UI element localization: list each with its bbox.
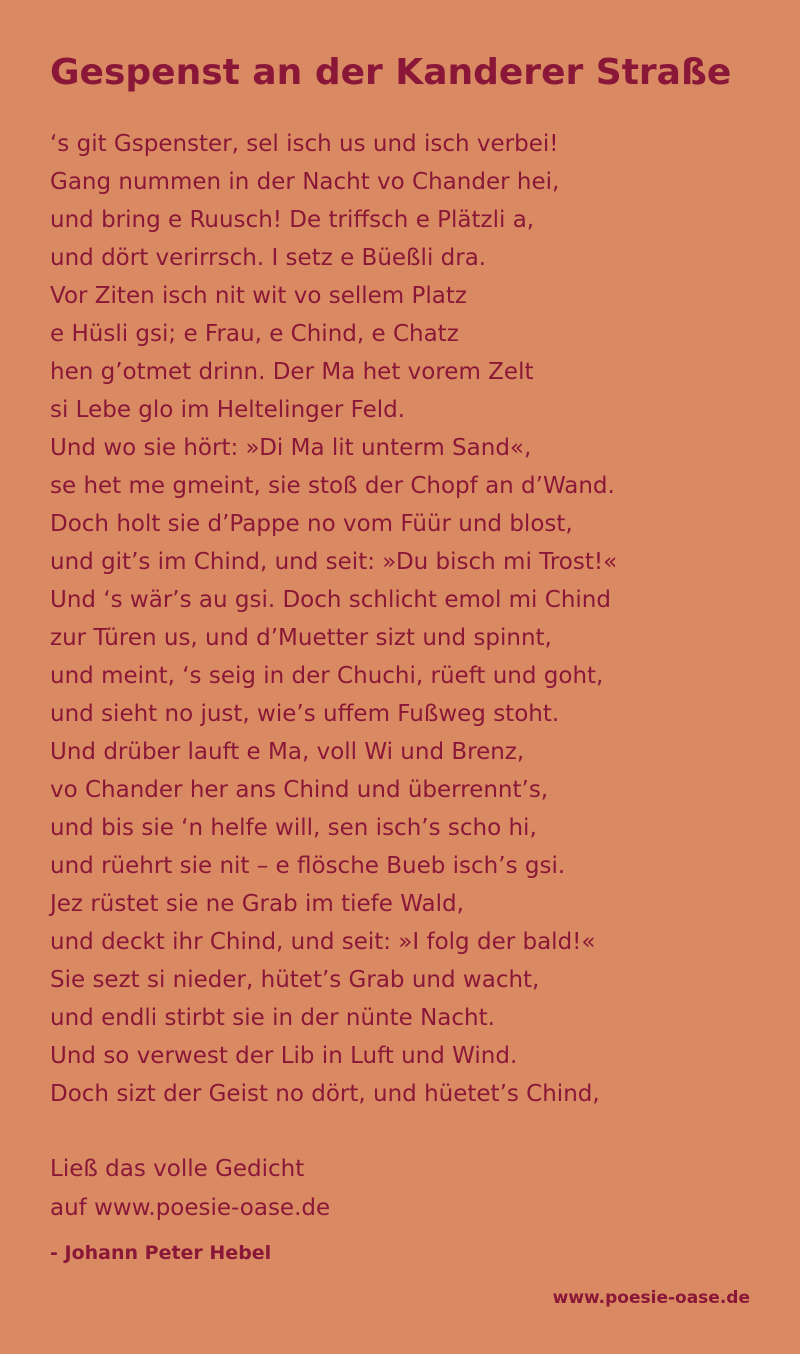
poem-line: Und so verwest der Lib in Luft und Wind. bbox=[50, 1043, 518, 1069]
poem-line: und bring e Ruusch! De triffsch e Plätzli a, bbox=[50, 207, 535, 233]
poem-line: und meint, ‘s seig in der Chuchi, rüeft und goht, bbox=[50, 663, 604, 689]
poem-line: Gang nummen in der Nacht vo Chander hei, bbox=[50, 169, 560, 195]
poem-line: und dört verirrsch. I setz e Büeßli dra. bbox=[50, 245, 487, 271]
poem-line: hen g’otmet drinn. Der Ma het vorem Zelt bbox=[50, 359, 534, 385]
footer-website: www.poesie-oase.de bbox=[552, 1288, 750, 1308]
read-full-poem-note bbox=[50, 1150, 330, 1228]
poem-line: und endli stirbt sie in der nünte Nacht. bbox=[50, 1005, 495, 1031]
poem-title: Gespenst an der Kanderer Straße bbox=[50, 52, 732, 93]
poem-line: Und wo sie hört: »Di Ma lit unterm Sand«, bbox=[50, 435, 532, 461]
poem-line: Doch holt sie d’Pappe no vom Füür und blost, bbox=[50, 511, 573, 537]
poem-line: Und drüber lauft e Ma, voll Wi und Brenz, bbox=[50, 739, 525, 765]
poem-line: ‘s git Gspenster, sel isch us und isch verbei! bbox=[50, 131, 559, 157]
poem-line: zur Türen us, und d’Muetter sizt und spinnt, bbox=[50, 625, 552, 651]
poem-line: und rüehrt sie nit – e flösche Bueb isch’s gsi. bbox=[50, 853, 566, 879]
poem-line: und bis sie ‘n helfe will, sen isch’s scho hi, bbox=[50, 815, 537, 841]
cta-line: Ließ das volle Gedicht bbox=[50, 1156, 305, 1182]
poem-line: Sie sezt si nieder, hütet’s Grab und wacht, bbox=[50, 967, 540, 993]
poem-line: Jez rüstet sie ne Grab im tiefe Wald, bbox=[50, 891, 464, 917]
poem-line: und git’s im Chind, und seit: »Du bisch mi Trost!« bbox=[50, 549, 618, 575]
poem-line: und sieht no just, wie’s uffem Fußweg stoht. bbox=[50, 701, 560, 727]
poem-line: se het me gmeint, sie stoß der Chopf an d’Wand. bbox=[50, 473, 615, 499]
poem-line: Doch sizt der Geist no dört, und hüetet’s Chind, bbox=[50, 1081, 600, 1107]
poem-body bbox=[50, 125, 770, 1113]
poem-author: - Johann Peter Hebel bbox=[50, 1242, 272, 1264]
cta-line: auf www.poesie-oase.de bbox=[50, 1195, 331, 1221]
poem-line: Vor Ziten isch nit wit vo sellem Platz bbox=[50, 283, 467, 309]
poem-line: und deckt ihr Chind, und seit: »I folg der bald!« bbox=[50, 929, 596, 955]
poem-line: Und ‘s wär’s au gsi. Doch schlicht emol mi Chind bbox=[50, 587, 611, 613]
poem-line: si Lebe glo im Heltelinger Feld. bbox=[50, 397, 406, 423]
poem-line: e Hüsli gsi; e Frau, e Chind, e Chatz bbox=[50, 321, 459, 347]
poem-line: vo Chander her ans Chind und überrennt’s, bbox=[50, 777, 549, 803]
